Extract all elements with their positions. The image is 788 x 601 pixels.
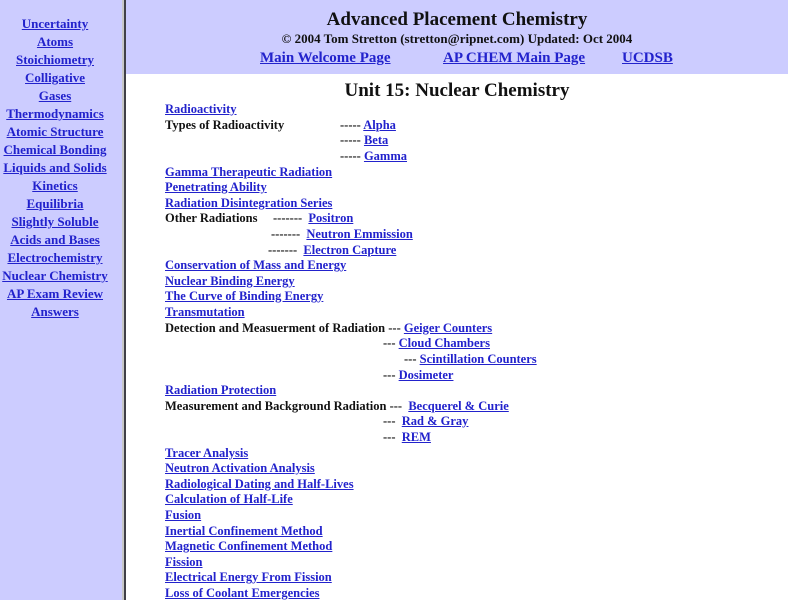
electron-capture-link[interactable]: Electron Capture	[303, 243, 397, 257]
sidebar-item-equilibria[interactable]: Equilibria	[26, 196, 84, 211]
dash-separator: -------	[271, 227, 301, 241]
dash-separator: -------	[273, 211, 303, 225]
measurement-label: Measurement and Background Radiation	[165, 399, 387, 413]
sidebar-item-atoms[interactable]: Atoms	[36, 34, 74, 49]
dash-separator: -----	[340, 118, 361, 132]
beta-link[interactable]: Beta	[363, 133, 389, 147]
sidebar-item-nuclear-chemistry[interactable]: Nuclear Chemistry	[2, 268, 108, 283]
tracer-analysis-link[interactable]: Tracer Analysis	[165, 446, 249, 460]
scintillation-counters-link[interactable]: Scintillation Counters	[419, 352, 537, 366]
site-title: Advanced Placement Chemistry	[326, 9, 588, 30]
transmutation-link[interactable]: Transmutation	[165, 305, 245, 319]
dash-separator: -----	[340, 149, 361, 163]
radioactivity-link[interactable]: Radioactivity	[165, 102, 237, 116]
sidebar-item-liquids-solids[interactable]: Liquids and Solids	[3, 160, 107, 175]
sidebar-item-thermodynamics[interactable]: Thermodynamics	[6, 106, 104, 121]
conservation-mass-energy-link[interactable]: Conservation of Mass and Energy	[165, 258, 347, 272]
gamma-link[interactable]: Gamma	[363, 149, 408, 163]
sidebar-item-gases[interactable]: Gases	[38, 88, 72, 103]
sidebar-item-electrochemistry[interactable]: Electrochemistry	[7, 250, 103, 265]
dash-separator: -------	[268, 243, 298, 257]
electrical-energy-fission-link[interactable]: Electrical Energy From Fission	[165, 570, 332, 584]
unit-title: Unit 15: Nuclear Chemistry	[344, 80, 570, 101]
main-content	[126, 74, 788, 600]
sidebar-item-kinetics[interactable]: Kinetics	[32, 178, 78, 193]
dash-separator: ---	[389, 399, 403, 413]
sidebar-item-slightly-soluble[interactable]: Slightly Soluble	[11, 214, 99, 229]
positron-link[interactable]: Positron	[308, 211, 354, 225]
alpha-link[interactable]: Alpha	[363, 118, 396, 132]
fusion-link[interactable]: Fusion	[165, 508, 202, 522]
sidebar-item-answers[interactable]: Answers	[31, 304, 79, 319]
dash-separator: -----	[340, 133, 361, 147]
main-welcome-link[interactable]: Main Welcome Page	[260, 50, 391, 66]
disintegration-series-link[interactable]: Radiation Disintegration Series	[165, 196, 333, 210]
sidebar-item-colligative[interactable]: Colligative	[25, 70, 85, 85]
radiological-dating-link[interactable]: Radiological Dating and Half-Lives	[165, 477, 354, 491]
dash-separator: ---	[383, 336, 396, 350]
sidebar-item-uncertainty[interactable]: Uncertainty	[21, 16, 89, 31]
cloud-chambers-link[interactable]: Cloud Chambers	[398, 336, 490, 350]
neutron-activation-link[interactable]: Neutron Activation Analysis	[165, 461, 315, 475]
rad-gray-link[interactable]: Rad & Gray	[401, 414, 469, 428]
nuclear-binding-energy-link[interactable]: Nuclear Binding Energy	[165, 274, 295, 288]
ucdsb-link[interactable]: UCDSB	[622, 50, 673, 66]
sidebar-frame	[0, 0, 122, 600]
sidebar-item-atomic-structure[interactable]: Atomic Structure	[6, 124, 104, 139]
sidebar-item-chemical-bonding[interactable]: Chemical Bonding	[3, 142, 107, 157]
penetrating-ability-link[interactable]: Penetrating Ability	[165, 180, 267, 194]
dosimeter-link[interactable]: Dosimeter	[398, 368, 454, 382]
curve-binding-energy-link[interactable]: The Curve of Binding Energy	[165, 289, 324, 303]
dash-separator: ---	[404, 352, 417, 366]
neutron-emission-link[interactable]: Neutron Emmission	[306, 227, 413, 241]
loss-of-coolant-link[interactable]: Loss of Coolant Emergencies	[165, 586, 320, 600]
copyright-line: © 2004 Tom Stretton (stretton@ripnet.com) Updated: Oct 2004	[281, 31, 633, 46]
sidebar-item-acids-bases[interactable]: Acids and Bases	[10, 232, 100, 247]
other-radiations-label: Other Radiations	[165, 211, 258, 225]
magnetic-confinement-link[interactable]: Magnetic Confinement Method	[165, 539, 333, 553]
radiation-protection-link[interactable]: Radiation Protection	[165, 383, 277, 397]
sidebar-item-ap-exam-review[interactable]: AP Exam Review	[6, 286, 104, 301]
dash-separator: ---	[383, 414, 396, 428]
fission-link[interactable]: Fission	[165, 555, 203, 569]
gamma-therapeutic-link[interactable]: Gamma Therapeutic Radiation	[165, 165, 333, 179]
sidebar-nav	[0, 15, 110, 321]
half-life-calculation-link[interactable]: Calculation of Half-Life	[165, 492, 293, 506]
types-of-radioactivity-label: Types of Radioactivity	[165, 118, 285, 132]
rem-link[interactable]: REM	[401, 430, 431, 444]
becquerel-curie-link[interactable]: Becquerel & Curie	[408, 399, 509, 413]
header-frame	[126, 0, 788, 74]
sidebar-item-stoichiometry[interactable]: Stoichiometry	[16, 52, 94, 67]
inertial-confinement-link[interactable]: Inertial Confinement Method	[165, 524, 323, 538]
dash-separator: ---	[388, 321, 401, 335]
detection-label: Detection and Measuerment of Radiation	[165, 321, 386, 335]
geiger-counters-link[interactable]: Geiger Counters	[403, 321, 493, 335]
dash-separator: ---	[383, 430, 396, 444]
dash-separator: ---	[383, 368, 396, 382]
ap-chem-main-link[interactable]: AP CHEM Main Page	[443, 50, 586, 66]
